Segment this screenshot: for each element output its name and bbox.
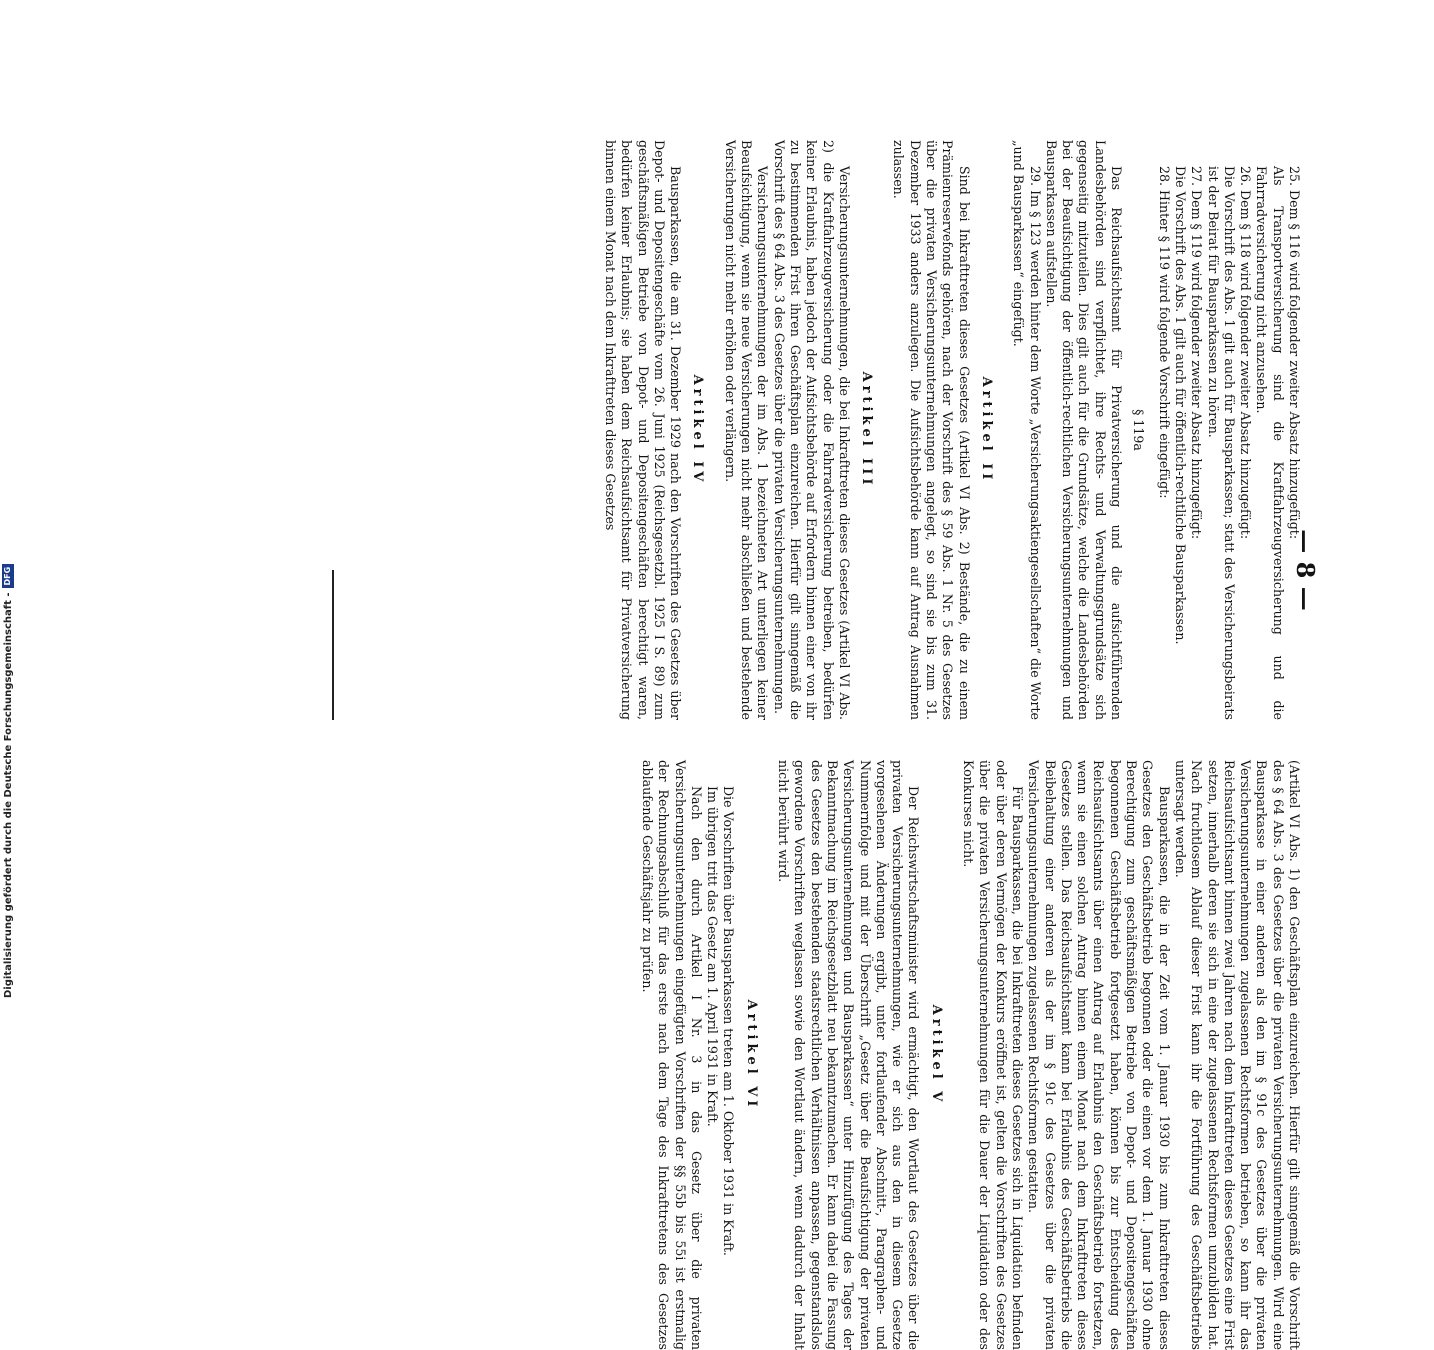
paragraph: 27. Dem § 119 wird folgender zweiter Absatz hinzugefügt:: [1189, 166, 1205, 540]
right-column: [639, 760, 1302, 1350]
paragraph: Der Reichswirtschaftsminister wird ermächtigt, den Wortlaut des Gesetzes über die privaten Versicherungsunternehmungen, wie er sich aus den in diesem Gesetze vorgesehenen Änderungen ergibt, unter fortlaufender Abschnitt-, Paragraphen- und Nummernfolge und mit der Überschrift „Gesetz über die Beaufsichtigung der privaten Versicherungsunternehmungen und Bausparkassen“ unter Hinzufügung des Tages der Bekanntmachung im Reichsgesetzblatt neu bekanntzumachen. Er kann dabei die Fassung des Gesetzes den bestehenden staatsrechtlichen Verhältnissen anpassen, gegenstandslos gewordene Vorschriften weglassen sowie den Wortlaut ändern, wenn dadurch der Inhalt nicht berührt wird.: [776, 760, 922, 1350]
article-heading: Artikel II: [978, 376, 994, 484]
left-column: [602, 140, 1302, 720]
paragraph: Als Transportversicherung sind die Kraftfahrzeugversicherung und die Fahrradversicherung nicht anzusehen.: [1254, 166, 1286, 720]
paragraph: Das Reichsaufsichtsamt für Privatversicherung und die aufsichtführenden Landesbehörden sind verpflichtet, ihre Rechts- und Verwaltungsgrundsätze sich gegenseitig mitzuteilen. Dies gilt auch für die Grundsätze, welche die Landesbehörden bei der Beaufsichtigung der öffentlich-rechtlichen Versicherungsunternehmungen und Bausparkassen aufstellen.: [1043, 140, 1125, 720]
paragraph: 26. Dem § 118 wird folgender zweiter Absatz hinzugefügt:: [1238, 166, 1254, 540]
paragraph: Bausparkassen, die in der Zeit vom 1. Januar 1930 bis zum Inkrafttreten dieses Gesetzes den Geschäftsbetrieb begonnen oder die einen vor dem 1. Januar 1930 ohne Berechtigung zum geschäftsmäßigen Betriebe von Depot- und Depositengeschäften begonnenen Geschäftsbetrieb fortgesetzt haben, können bis zur Entscheidung des Reichsaufsichtsamts über einen Antrag auf Erlaubnis den Geschäftsbetrieb fortsetzen, wenn sie einen solchen Antrag binnen einem Monat nach dem Inkrafttreten dieses Gesetzes stellen. Das Reichsaufsichtsamt kann bei Erlaubnis des Geschäftsbetriebs die Beibehaltung einer anderen als der im § 91c des Gesetzes über die privaten Versicherungsunternehmungen zugelassenen Rechtsformen gestatten.: [1026, 760, 1172, 1350]
paragraph: Versicherungsunternehmungen, die bei Inkrafttreten dieses Gesetzes (Artikel VI Abs. 2) die Kraftfahrzeugversicherung oder die Fahrradversicherung betreiben, bedürfen keiner Erlaubnis, haben jedoch der Aufsichtsbehörde auf Erfordern binnen einer von ihr zu bestimmenden Frist ihren Geschäftsplan einzureichen. Hierfür gilt sinngemäß die Vorschrift des § 64 Abs. 3 des Gesetzes über die privaten Versicherungsunternehmungen.: [771, 140, 852, 720]
paragraph: Im übrigen tritt das Gesetz am 1. April 1931 in Kraft.: [705, 786, 721, 1127]
dfg-logo: DFG: [2, 564, 14, 589]
paragraph: 29. Im § 123 werden hinter dem Worte „Versicherungsaktiengesellschaften“ die Worte „und Bausparkassen“ eingefügt.: [1011, 140, 1043, 720]
digitization-credit: [2, 564, 14, 998]
paragraph: Versicherungsunternehmungen der im Abs. 1 bezeichneten Art unterliegen keiner Beaufsichtigung, wenn sie neue Versicherungen nicht mehr abschließen und bestehende Versicherungen nicht mehr erhöhen oder verlängern.: [722, 140, 771, 720]
article-heading: Artikel IV: [690, 374, 706, 486]
article-heading: Artikel III: [859, 371, 875, 489]
paragraph: Die Vorschriften über Bausparkassen treten am 1. Oktober 1931 in Kraft.: [721, 786, 737, 1256]
paragraph: 25. Dem § 116 wird folgender zweiter Absatz hinzugefügt:: [1287, 166, 1302, 540]
paragraph: (Artikel VI Abs. 1) den Geschäftsplan einzureichen. Hierfür gilt sinngemäß die Vorschrift des § 64 Abs. 3 des Gesetzes über die privaten Versicherungsunternehmungen. Wird eine Bausparkasse in einer anderen als den im § 91c des Gesetzes über die privaten Versicherungsunternehmungen zugelassenen Rechtsformen betrieben, so kann ihr das Reichsaufsichtsamt binnen zwei Jahren nach dem Inkrafttreten dieses Gesetzes eine Frist setzen, innerhalb deren sie sich in eine der zugelassenen Rechtsformen umzubilden hat. Nach fruchtlosem Ablauf dieser Frist kann ihr die Fortführung des Geschäftsbetriebs untersagt werden.: [1172, 760, 1302, 1350]
paragraph: Sind bei Inkrafttreten dieses Gesetzes (Artikel VI Abs. 2) Bestände, die zu einem Prämienreservefonds gehören, nach der Vorschrift des § 59 Abs. 1 Nr. 5 des Gesetzes über die privaten Versicherungsunternehmungen angelegt, so sind sie bis zum 31. Dezember 1933 anders anzulegen. Die Aufsichtsbehörde kann auf Antrag Ausnahmen zulassen.: [891, 140, 972, 720]
document-page: [110, 140, 1320, 1350]
paragraph: 28. Hinter § 119 wird folgende Vorschrift eingefügt:: [1156, 166, 1172, 499]
paragraph: Die Vorschrift des Abs. 1 gilt auch für Bausparkassen; statt des Versicherungsbeirats ist der Beirat für Bausparkassen zu hören.: [1205, 166, 1237, 720]
end-rule: [332, 570, 334, 720]
article-heading: Artikel VI: [743, 999, 759, 1111]
paragraph: Nach den durch Artikel I Nr. 3 in das Gesetz über die privaten Versicherungsunternehmungen eingefügten Vorschriften der §§ 55b bis 55i ist erstmalig der Rechnungsabschluß für das erste nach dem Tage des Inkrafttretens des Gesetzes ablaufende Geschäftsjahr zu prüfen.: [640, 760, 704, 1350]
section-heading: § 119a: [1131, 409, 1147, 451]
page-number: — 8 —: [1291, 529, 1320, 611]
article-heading: Artikel V: [928, 1004, 944, 1106]
paragraph: Bausparkassen, die am 31. Dezember 1929 nach den Vorschriften des Gesetzes über Depot- und Depositengeschäfte vom 26. Juni 1925 (Reichsgesetzbl. 1925 I S. 89) zum geschäftsmäßigen Betriebe von Depot- und Depositengeschäften berechtigt waren, bedürfen keiner Erlaubnis; sie haben dem Reichsaufsichtsamt für Privatversicherung binnen einem Monat nach dem Inkrafttreten dieses Gesetzes: [603, 140, 684, 720]
paragraph: Für Bausparkassen, die bei Inkrafttreten dieses Gesetzes sich in Liquidation befinden oder über deren Vermögen der Konkurs eröffnet ist, gelten die Vorschriften des Gesetzes über die privaten Versicherungsunternehmungen für die Dauer der Liquidation oder des Konkurses nicht.: [961, 760, 1025, 1350]
footer-text: Digitalisierung gefördert durch die Deutsche Forschungsgemeinschaft -: [2, 592, 14, 998]
paragraph: Die Vorschrift des Abs. 1 gilt auch für öffentlich-rechtliche Bausparkassen.: [1172, 166, 1188, 645]
